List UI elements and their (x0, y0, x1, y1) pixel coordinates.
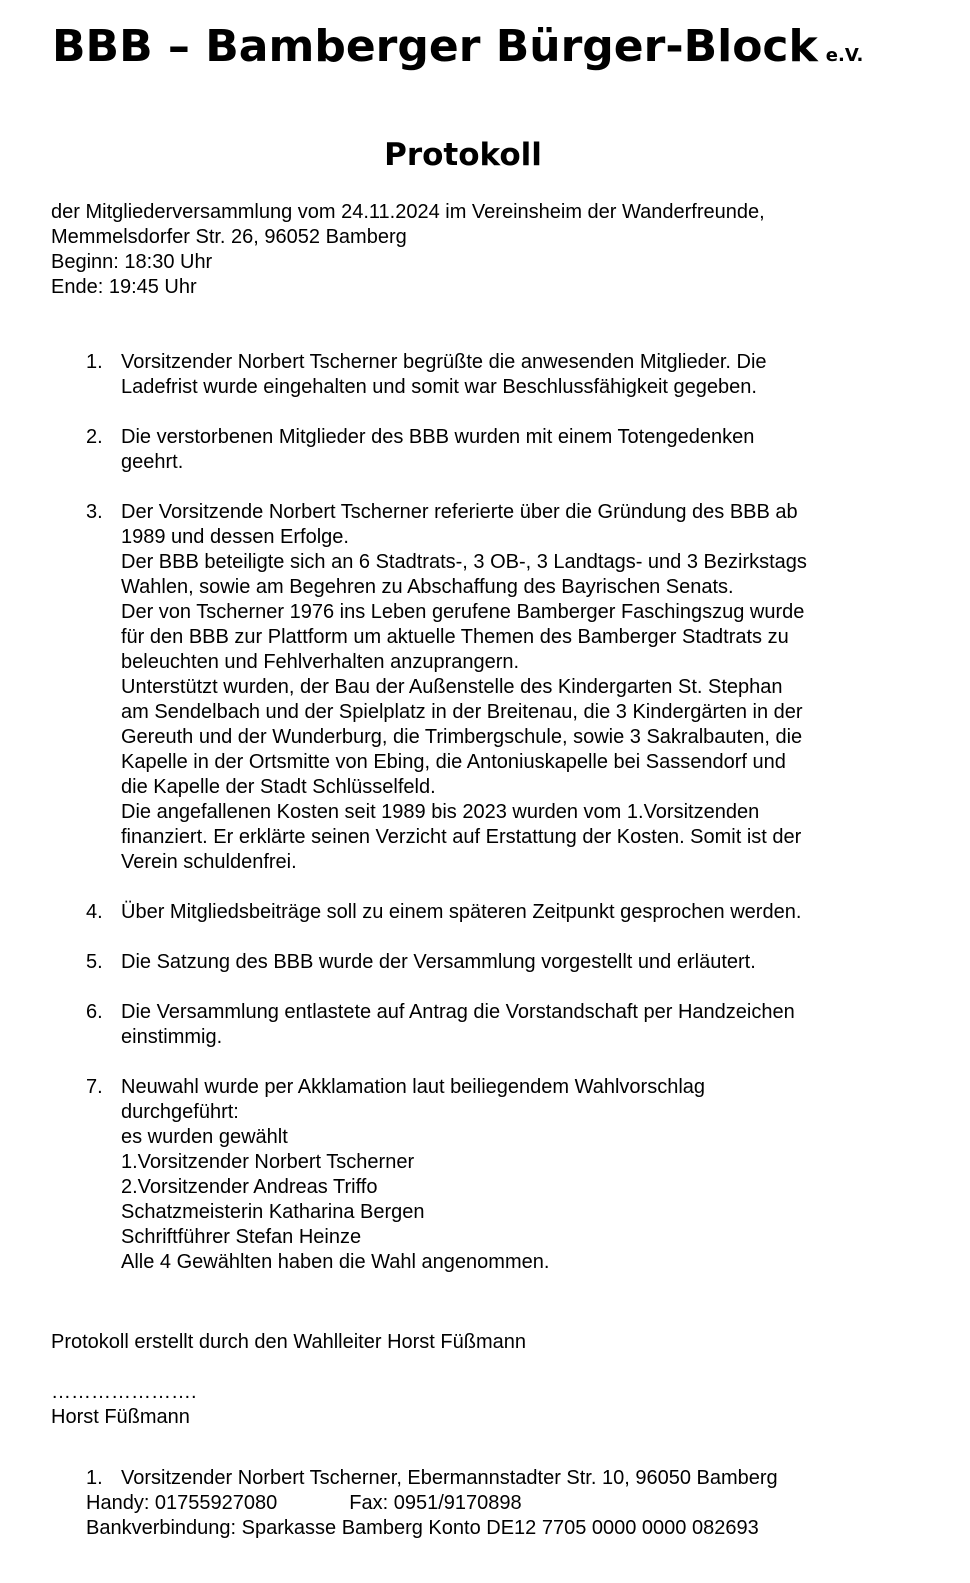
closing-statement: Protokoll erstellt durch den Wahlleiter Horst Füßmann (51, 1331, 526, 1353)
agenda-item-line: Über Mitgliedsbeiträge soll zu einem späteren Zeitpunkt gesprochen werden. (121, 901, 802, 923)
agenda-item (86, 425, 886, 475)
agenda-item-line: Schriftführer Stefan Heinze (121, 1226, 362, 1248)
agenda-item-line: 2.Vorsitzender Andreas Triffo (121, 1176, 378, 1198)
footer-address-line (86, 1466, 778, 1491)
agenda-item-line: die Kapelle der Stadt Schlüsselfeld. (121, 776, 436, 798)
agenda-list (86, 350, 886, 1300)
signature-name: Horst Füßmann (51, 1406, 190, 1428)
agenda-item-line: am Sendelbach und der Spielplatz in der Breitenau, die 3 Kindergärten in der (121, 701, 803, 723)
agenda-item-line: geehrt. (121, 451, 184, 473)
meta-line: Ende: 19:45 Uhr (51, 276, 197, 298)
meeting-meta (51, 200, 765, 300)
agenda-item-line: Unterstützt wurden, der Bau der Außenstelle des Kindergarten St. Stephan (121, 676, 783, 698)
agenda-item (86, 1000, 886, 1050)
agenda-item-line: Ladefrist wurde eingehalten und somit war Beschlussfähigkeit gegeben. (121, 376, 757, 398)
agenda-item-line: Vorsitzender Norbert Tscherner begrüßte die anwesenden Mitglieder. Die (121, 351, 767, 373)
agenda-item-body (121, 900, 886, 925)
meta-line: Beginn: 18:30 Uhr (51, 251, 213, 273)
agenda-item-number: 6. (86, 1001, 103, 1023)
agenda-item-line: Die angefallenen Kosten seit 1989 bis 2023 wurden vom 1.Vorsitzenden (121, 801, 760, 823)
meta-line: der Mitgliederversammlung vom 24.11.2024 im Vereinsheim der Wanderfreunde, (51, 201, 765, 223)
footer-number: 1. (86, 1467, 103, 1489)
agenda-item-body (121, 950, 886, 975)
agenda-item-line: einstimmig. (121, 1026, 223, 1048)
agenda-item-line: Kapelle in der Ortsmitte von Ebing, die Antoniuskapelle bei Sassendorf und (121, 751, 786, 773)
agenda-item (86, 1075, 886, 1275)
footer-phone: Handy: 01755927080 (86, 1492, 278, 1514)
agenda-item-number: 2. (86, 426, 103, 448)
agenda-item-line: durchgeführt: (121, 1101, 239, 1123)
agenda-item-line: Die Versammlung entlastete auf Antrag die Vorstandschaft per Handzeichen (121, 1001, 795, 1023)
agenda-item-number: 4. (86, 901, 103, 923)
agenda-item-line: Wahlen, sowie am Begehren zu Abschaffung des Bayrischen Senats. (121, 576, 734, 598)
agenda-item-line: finanziert. Er erklärte seinen Verzicht auf Erstattung der Kosten. Somit ist der (121, 826, 802, 848)
document-title: Protokoll (384, 137, 542, 173)
agenda-item-line: Verein schuldenfrei. (121, 851, 297, 873)
agenda-item-line: Der von Tscherner 1976 ins Leben gerufene Bamberger Faschingszug wurde (121, 601, 805, 623)
agenda-item-line: für den BBB zur Plattform um aktuelle Themen des Bamberger Stadtrats zu (121, 626, 789, 648)
agenda-item-number: 1. (86, 351, 103, 373)
signature-line: …………………. (51, 1381, 197, 1403)
agenda-item-line: 1.Vorsitzender Norbert Tscherner (121, 1151, 415, 1173)
agenda-item-line: Die Satzung des BBB wurde der Versammlung vorgestellt und erläutert. (121, 951, 756, 973)
agenda-item-body (121, 425, 886, 475)
agenda-item-number: 5. (86, 951, 103, 973)
footer-address: Vorsitzender Norbert Tscherner, Ebermannstadter Str. 10, 96050 Bamberg (121, 1467, 778, 1489)
agenda-item (86, 350, 886, 400)
agenda-item-line: Gereuth und der Wunderburg, die Trimbergschule, sowie 3 Sakralbauten, die (121, 726, 803, 748)
meta-line: Memmelsdorfer Str. 26, 96052 Bamberg (51, 226, 407, 248)
footer-bank: Bankverbindung: Sparkasse Bamberg Konto DE12 7705 0000 0000 082693 (86, 1517, 759, 1539)
agenda-item (86, 900, 886, 925)
agenda-item-line: Die verstorbenen Mitglieder des BBB wurden mit einem Totengedenken (121, 426, 755, 448)
footer-phone-line (86, 1491, 778, 1516)
agenda-item-line: Der BBB beteiligte sich an 6 Stadtrats-, 3 OB-, 3 Landtags- und 3 Bezirkstags (121, 551, 807, 573)
agenda-item-body (121, 1075, 886, 1275)
agenda-item (86, 950, 886, 975)
agenda-item-line: Neuwahl wurde per Akklamation laut beiliegendem Wahlvorschlag (121, 1076, 706, 1098)
organization-header (52, 18, 863, 85)
agenda-item-line: Der Vorsitzende Norbert Tscherner referierte über die Gründung des BBB ab (121, 501, 798, 523)
agenda-item (86, 500, 886, 875)
agenda-item-line: beleuchten und Fehlverhalten anzuprangern. (121, 651, 520, 673)
agenda-item-line: es wurden gewählt (121, 1126, 288, 1148)
agenda-item-body (121, 500, 886, 875)
agenda-item-body (121, 1000, 886, 1050)
agenda-item-number: 7. (86, 1076, 103, 1098)
agenda-item-number: 3. (86, 501, 103, 523)
footer-contact (86, 1466, 778, 1541)
organization-name: BBB – Bamberger Bürger-Block (52, 21, 818, 72)
agenda-item-line: 1989 und dessen Erfolge. (121, 526, 349, 548)
agenda-item-line: Alle 4 Gewählten haben die Wahl angenommen. (121, 1251, 550, 1273)
organization-suffix: e.V. (825, 45, 864, 66)
agenda-item-line: Schatzmeisterin Katharina Bergen (121, 1201, 425, 1223)
agenda-item-body (121, 350, 886, 400)
footer-fax: Fax: 0951/9170898 (349, 1492, 522, 1514)
